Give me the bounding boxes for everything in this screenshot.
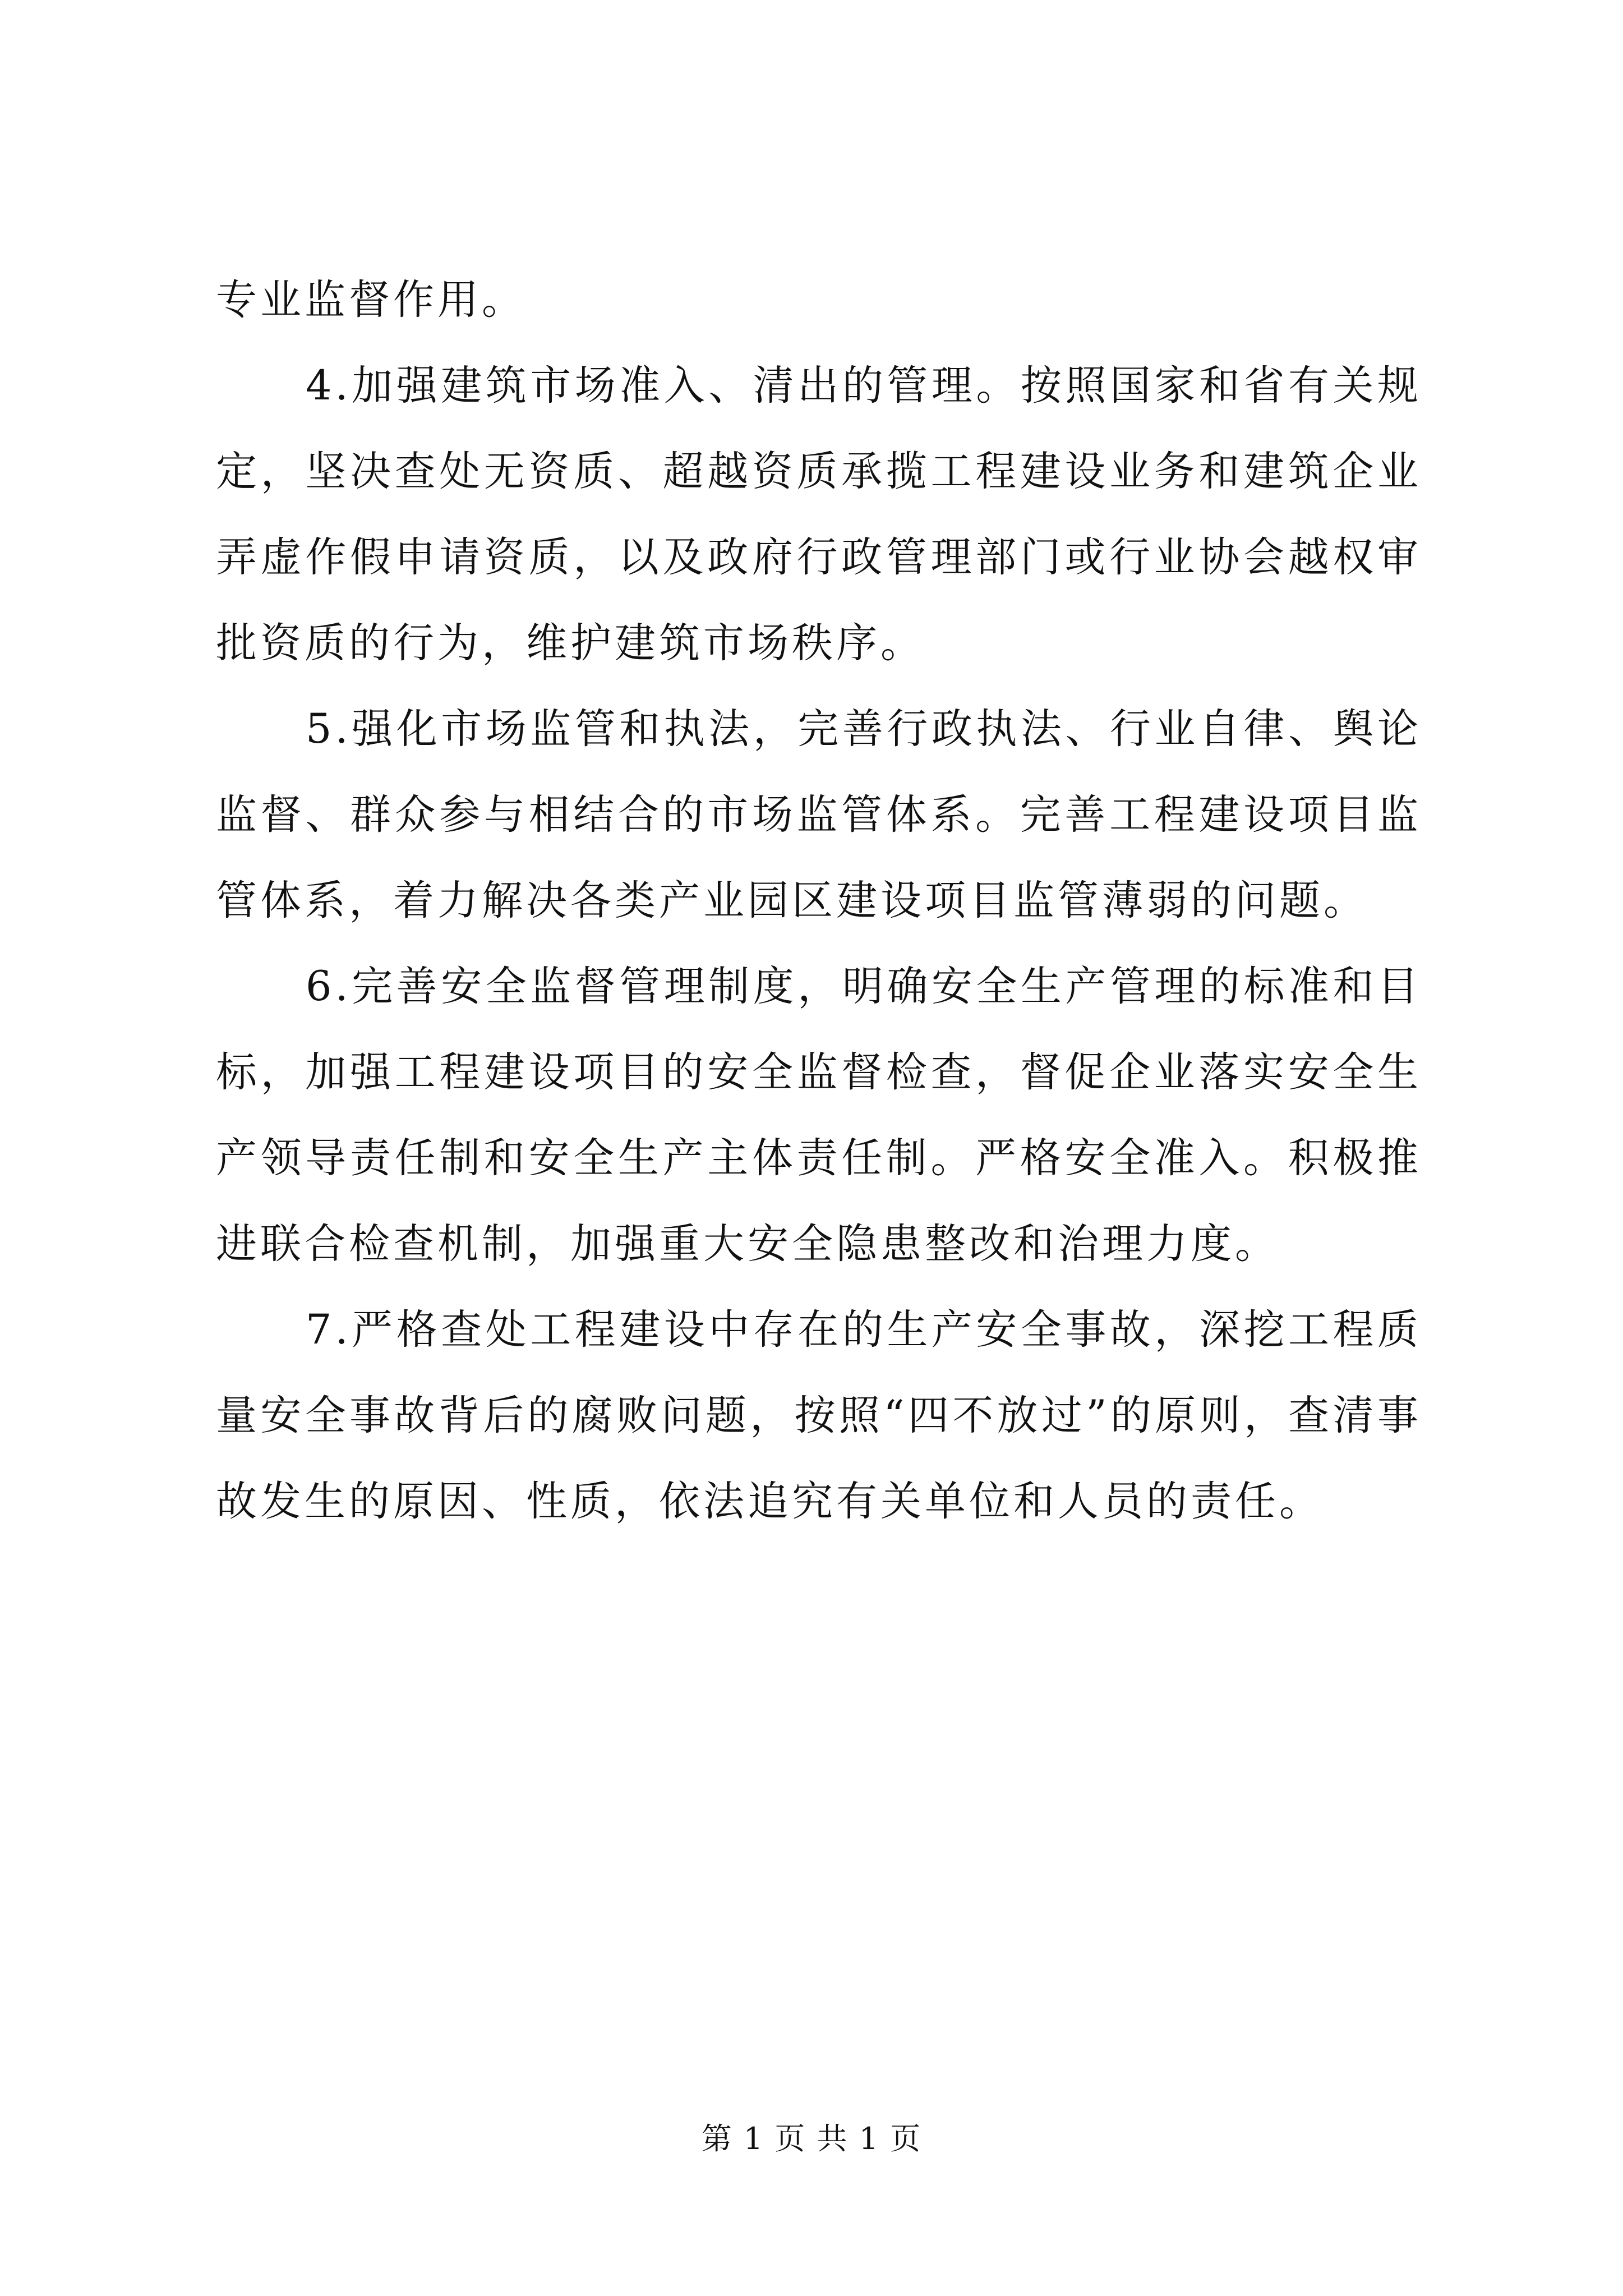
paragraph-item-5: 5.强化市场监管和执法，完善行政执法、行业自律、舆论监督、群众参与相结合的市场监管体系。完善工程建设项目监管体系，着力解决各类产业园区建设项目监管薄弱的问题。	[216, 705, 1422, 924]
paragraph-item-4: 4.加强建筑市场准入、清出的管理。按照国家和省有关规定，坚决查处无资质、超越资质承揽工程建设业务和建筑企业弄虚作假申请资质，以及政府行政管理部门或行业协会越权审批资质的行为，维护建筑市场秩序。	[216, 362, 1422, 667]
paragraph-continuation: 专业监督作用。	[216, 276, 526, 324]
paragraph-item-6: 6.完善安全监督管理制度，明确安全生产管理的标准和目标，加强工程建设项目的安全监督检查，督促企业落实安全生产领导责任制和安全生产主体责任制。严格安全准入。积极推进联合检查机制，加强重大安全隐患整改和治理力度。	[216, 963, 1422, 1268]
page-footer: 第 1 页 共 1 页	[701, 2121, 922, 2156]
paragraph-item-7: 7.严格查处工程建设中存在的生产安全事故，深挖工程质量安全事故背后的腐败问题，按照“四不放过”的原则，查清事故发生的原因、性质，依法追究有关单位和人员的责任。	[216, 1306, 1422, 1525]
document-body	[216, 257, 1422, 1544]
